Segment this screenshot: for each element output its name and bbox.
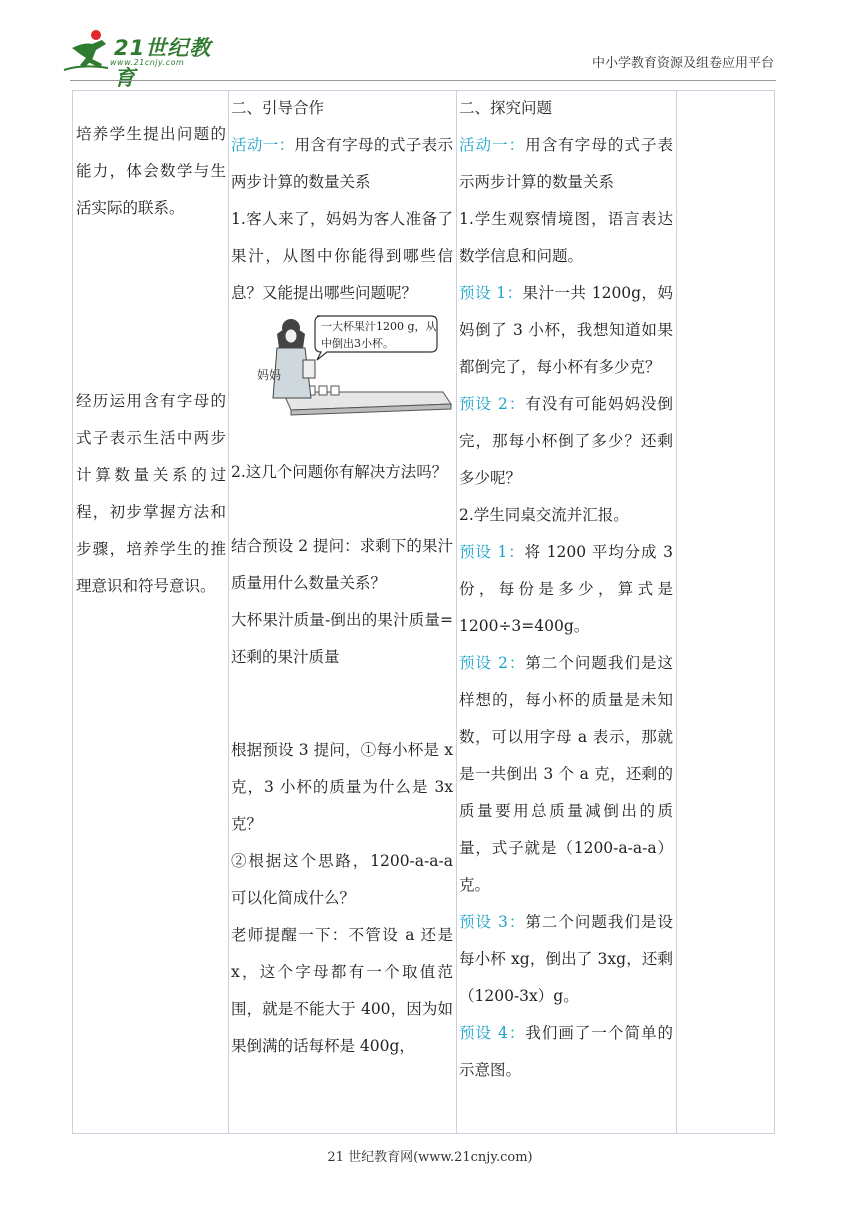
page-footer: 21 世纪教育网(www.21cnjy.com) [327, 1150, 533, 1165]
column-divider [456, 91, 457, 1133]
prediction-text: 果汁一共 1200g，妈妈倒了 3 小杯，我想知道如果都倒完了，每小杯有多少克？ [459, 284, 673, 376]
prediction-text: 将 1200 平均分成 3 份，每份是多少，算式是 1200÷3=400g。 [459, 543, 673, 635]
activity-title [231, 127, 453, 201]
prediction-text: 第二个问题我们是这样想的，每小杯的质量是未知数，可以用字母 a 表示，那就是一共倒出 3 个 a 克，还剩的质量要用总质量减倒出的质量，式子就是（1200-a-a-a）克。 [459, 654, 673, 894]
prediction-label: 预设 1： [459, 543, 525, 561]
teacher-question: 1.客人来了，妈妈为客人准备了果汁，从图中你能得到哪些信息？又能提出哪些问题呢？ [231, 210, 453, 302]
relation-answer: 大杯果汁质量-倒出的果汁质量=还剩的果汁质量 [231, 611, 453, 666]
prediction-label: 预设 1： [459, 284, 523, 302]
student-step: 1.学生观察情境图，语言表达数学信息和问题。 [459, 210, 673, 265]
activity-label: 活动一： [459, 136, 526, 154]
header-divider [70, 80, 776, 81]
teacher-question: 2.这几个问题你有解决方法吗？ [231, 463, 448, 481]
prediction [459, 534, 673, 645]
prediction-label: 预设 3： [459, 913, 526, 931]
scene-illustration [231, 312, 453, 420]
prediction [459, 1015, 673, 1089]
page-header [0, 0, 860, 90]
prediction-text: 我们画了一个简单的示意图。 [459, 1024, 673, 1079]
activity-label: 活动一： [231, 136, 295, 154]
column-divider [676, 91, 677, 1133]
prediction [459, 386, 673, 497]
column-divider [228, 91, 229, 1133]
speech-bubble-text: 一大杯果汁1200 g，从中倒出3小杯。 [321, 320, 437, 350]
student-column [459, 91, 673, 1089]
teacher-question: 结合预设 2 提问：求剩下的果汁质量用什么数量关系？ [231, 537, 453, 592]
prediction-text: 第二个问题我们是设每小杯 xg，倒出了 3xg，还剩（1200-3x）g。 [459, 913, 673, 1005]
mother-label: 妈妈 [257, 368, 282, 382]
goal-paragraph: 培养学生提出问题的能力，体会数学与生活实际的联系。 [76, 125, 226, 217]
section-heading: 二、引导合作 [231, 99, 325, 117]
prediction [459, 904, 673, 1015]
prediction-label: 预设 4： [459, 1024, 526, 1042]
prediction-label: 预设 2： [459, 654, 526, 672]
goal-paragraph: 经历运用含有字母的式子表示生活中两步计算数量关系的过程，初步掌握方法和步骤，培养学生的推理意识和符号意识。 [76, 392, 226, 595]
prediction [459, 275, 673, 386]
activity-title [459, 127, 673, 201]
activity-text: 用含有字母的式子表示两步计算的数量关系 [231, 136, 453, 191]
teacher-question: 根据预设 3 提问，①每小杯是 x 克，3 小杯的质量为什么是 3x 克？ [231, 741, 453, 833]
platform-title: 中小学教育资源及组卷应用平台 [591, 56, 774, 71]
runner-logo-icon [62, 28, 118, 74]
prediction [459, 645, 673, 904]
logo-text: 21世纪教育 [114, 36, 212, 90]
logo-url: www.21cnjy.com [110, 58, 185, 67]
student-step: 2.学生同桌交流并汇报。 [459, 506, 629, 524]
goals-column [76, 91, 226, 605]
prediction-text: 有没有可能妈妈没倒完，那每小杯倒了多少？还剩多少呢？ [459, 395, 673, 487]
teacher-note: 老师提醒一下：不管设 a 还是 x，这个字母都有一个取值范围，就是不能大于 400，因为如果倒满的话每杯是 400g， [231, 926, 453, 1055]
lesson-table [72, 90, 775, 1134]
activity-text: 用含有字母的式子表示两步计算的数量关系 [459, 136, 673, 191]
site-logo[interactable] [62, 28, 232, 90]
teacher-column [231, 91, 453, 1065]
teacher-question: ②根据这个思路，1200-a-a-a 可以化简成什么？ [231, 852, 453, 907]
prediction-label: 预设 2： [459, 395, 526, 413]
section-heading: 二、探究问题 [459, 99, 553, 117]
